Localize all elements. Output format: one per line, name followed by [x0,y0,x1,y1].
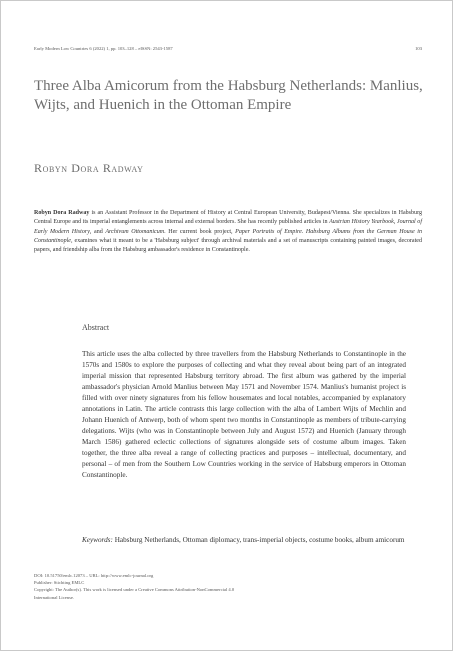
keywords-list: Habsburg Netherlands, Ottoman diplomacy, trans-imperial objects, costume books, album amicorum [112,536,405,544]
footer-copyright: Copyright: The Author(s). This work is licensed under a Creative Commons Attribution-NonCommercial 4.0 [34,587,235,593]
bio-journal-2: Journal of Early Modern History [34,219,423,235]
bio-book-title: Paper Portraits of Empire. Habsburg Albums from the German House in Constantinople [34,228,422,244]
bio-text-2: , [393,219,397,226]
journal-citation: Early Modern Low Countries 6 (2022) 1, pp. 103–128 – eISSN: 2543-1587 [34,46,173,51]
keywords [82,535,406,546]
footer-doi: DOI: 10.51750/emlc.12073 – URL: http://www.emlc-journal.org [34,573,154,578]
running-head [34,46,422,51]
article-title: Three Alba Amicorum from the Habsburg Netherlands: Manlius, Wijts, and Huenich in the Ottoman Empire [34,78,423,113]
page-number: 103 [415,46,422,51]
article-author: Robyn Dora Radway [34,161,144,175]
bio-text-4: . Her current book project, [164,228,236,235]
bio-journal-1: Austrian History Yearbook [329,219,394,226]
bio-text-1: is an Assistant Professor in the Department of History at Central European University, Budapest/Vienna. She specializes in Habsburg Central Europe and its imperial entanglements across internal and external borders. She has recently published articles in [34,210,422,226]
abstract-text: This article uses the alba collected by three travellers from the Habsburg Netherlands to Constantinople in the 1570s and 1580s to explore the purposes of collecting and what they reveal about being part of an integrated imperial mission that represented Habsburg territory abroad. The first album was gathered by the imperial ambassador's physician Arnold Manlius between May 1571 and November 1574. Manlius's humanist project is filled with over ninety signatures from his fellow housemates and local notables, accompanied by explanatory annotations in Latin. The article contrasts this large collection with the alba of Lambert Wijts of Mechlin and Johann Huenich of Antwerp, both of whom spent two months in Constantinople as members of tribute-carrying delegations. Wijts (who was in Constantinople between July and August 1572) and Huenich (January through March 1586) gathered eclectic collections of signatures alongside sets of costume album images. Taken together, the three alba reveal a range of collecting practices and purposes – intellectual, documentary, and personal – of men from the Southern Low Countries working in the service of Habsburg emperors in Ottoman Constantinople. [82,350,406,479]
keywords-label: Keywords: [82,536,113,544]
footer-license: International License. [34,594,75,600]
footer-publisher: Publisher: Stichting EMLC [34,580,85,586]
author-bio [34,209,422,255]
bio-text-5: , examines what it meant to be a 'Habsburg subject' through archival materials and a set of manuscripts containing painted images, decorated papers, and friendship alba from the Habsburg ambassador's residence in Constantinople. [34,237,422,253]
bio-journal-3: Archivum Ottomanicum [105,228,165,235]
bio-author-name: Robyn Dora Radway [34,210,90,216]
page-footer [34,572,414,601]
abstract-heading: Abstract [82,323,110,332]
bio-text-3: , and [89,228,106,235]
